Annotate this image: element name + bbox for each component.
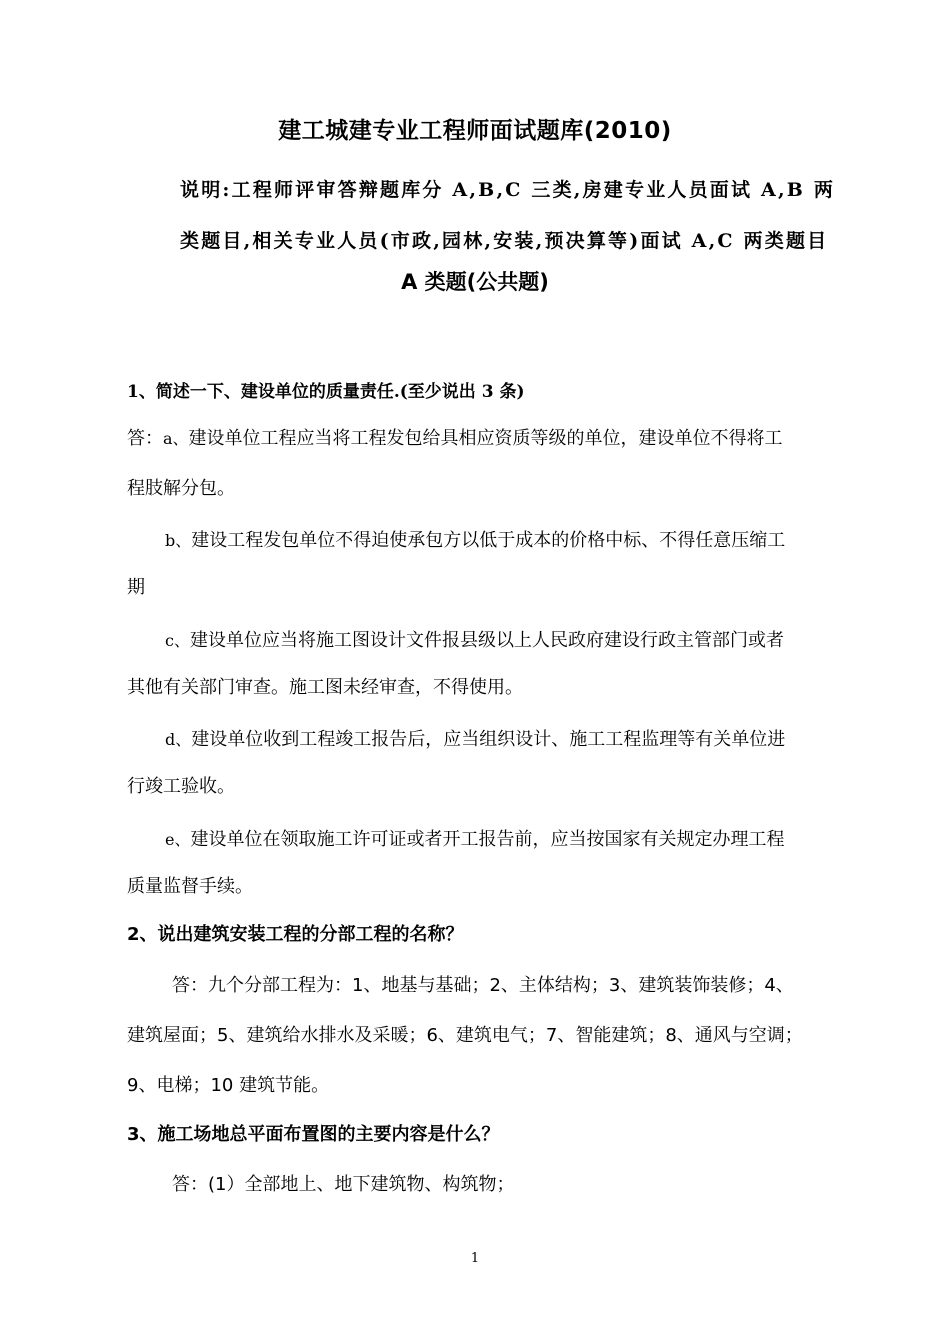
item-a-text: 建设单位工程应当将工程发包给具相应资质等级的单位，建设单位不得将工 [188,428,783,449]
q1-answer-e-line2: 质量监督手续。 [127,876,253,897]
q1-answer-a-line1 [127,424,783,450]
q1-answer-d-line2: 行竣工验收。 [127,776,235,797]
question-3-title: 3、施工场地总平面布置图的主要内容是什么？ [127,1124,500,1145]
page-title: 建工城建专业工程师面试题库(2010) [278,118,672,144]
item-mark-d: d、 [165,730,192,749]
q1-answer-d-line1 [165,725,785,751]
note-line-1: 说明:工程师评审答辩题库分 A,B,C 三类,房建专业人员面试 A,B 两 [180,179,836,201]
q1-answer-b-line2: 期 [127,577,145,598]
q3-answer-line1: 答：(1）全部地上、地下建筑物、构筑物； [172,1174,515,1195]
item-b-text: 建设工程发包单位不得迫使承包方以低于成本的价格中标、不得任意压缩工 [191,530,786,551]
item-mark-b: b、 [165,531,192,550]
answer-prefix: 答： [127,428,163,449]
q1-answer-e-line1 [165,825,784,851]
page-number: 1 [470,1251,480,1266]
item-mark-a: a、 [163,429,189,448]
q1-answer-c-line2: 其他有关部门审查。施工图未经审查，不得使用。 [127,677,523,698]
item-e-text: 建设单位在领取施工许可证或者开工报告前，应当按国家有关规定办理工程 [190,829,785,850]
item-d-text: 建设单位收到工程竣工报告后，应当组织设计、施工工程监理等有关单位进 [191,729,786,750]
item-mark-c: c、 [165,631,190,650]
question-2-title: 2、说出建筑安装工程的分部工程的名称？ [127,924,464,945]
section-title: A 类题(公共题) [401,270,549,294]
q1-answer-b-line1 [165,526,785,552]
question-1-title: 1、简述一下、建设单位的质量责任.(至少说出 3 条) [127,382,525,402]
q2-answer-line2: 建筑屋面；5、建筑给水排水及采暖；6、建筑电气；7、智能建筑；8、通风与空调； [127,1025,803,1046]
q2-answer-line3: 9、电梯；10 建筑节能。 [127,1075,330,1096]
q1-answer-c-line1 [165,626,784,652]
note-line-2: 类题目,相关专业人员(市政,园林,安装,预决算等)面试 A,C 两类题目 [180,230,829,252]
item-mark-e: e、 [165,830,191,849]
item-c-text: 建设单位应当将施工图设计文件报县级以上人民政府建设行政主管部门或者 [189,630,784,651]
q1-answer-a-line2: 程肢解分包。 [127,478,235,499]
q2-answer-line1: 答：九个分部工程为：1、地基与基础；2、主体结构；3、建筑装饰装修；4、 [172,975,794,996]
